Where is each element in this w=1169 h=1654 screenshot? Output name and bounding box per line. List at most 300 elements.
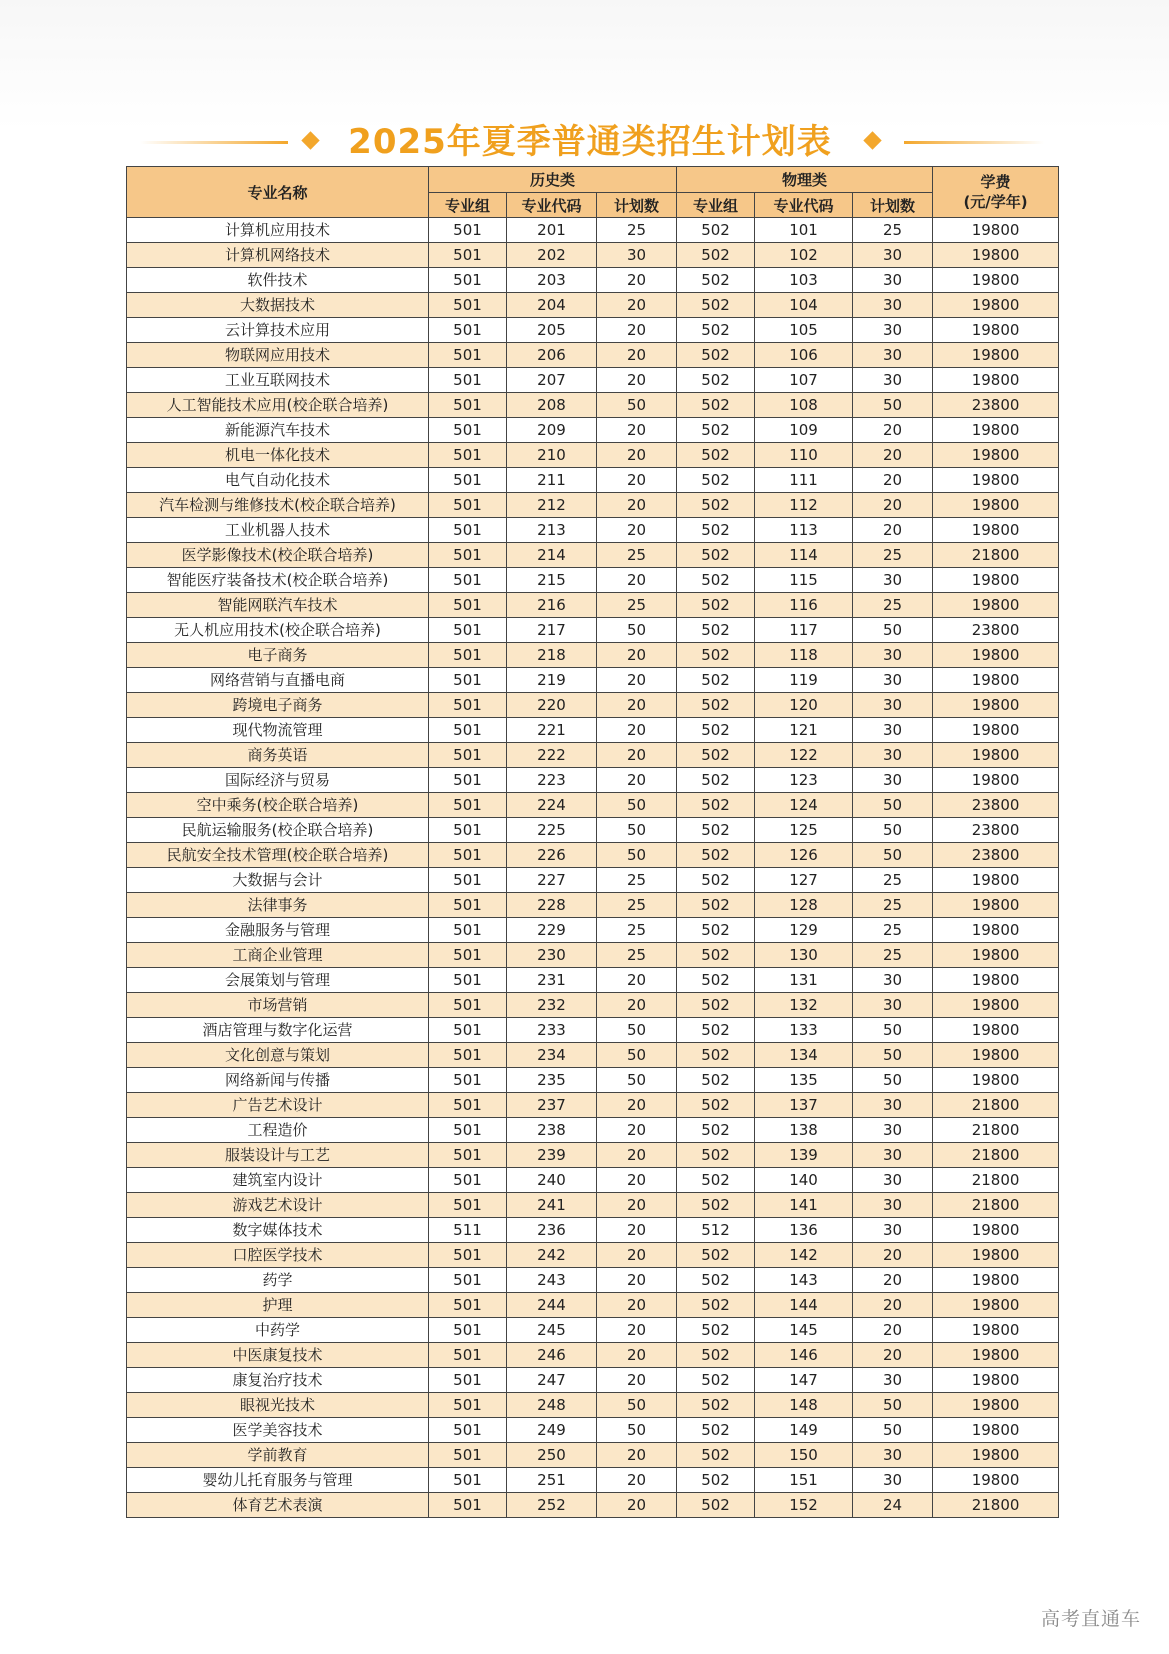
history-plan-cell: 20: [597, 318, 677, 343]
table-row: [127, 443, 1059, 468]
physics-code-cell: 151: [755, 1468, 853, 1493]
major-name-cell: 现代物流管理: [127, 718, 429, 743]
table-row: [127, 618, 1059, 643]
fee-cell: 19800: [933, 443, 1059, 468]
physics-code-cell: 110: [755, 443, 853, 468]
physics-group-cell: 502: [677, 868, 755, 893]
physics-plan-cell: 30: [853, 268, 933, 293]
header-history-group: 专业组: [429, 193, 507, 218]
physics-plan-cell: 30: [853, 318, 933, 343]
table-row: [127, 668, 1059, 693]
history-group-cell: 501: [429, 993, 507, 1018]
history-plan-cell: 25: [597, 943, 677, 968]
table-row: [127, 1268, 1059, 1293]
table-row: [127, 1043, 1059, 1068]
history-group-cell: 501: [429, 393, 507, 418]
history-group-cell: 501: [429, 1493, 507, 1518]
physics-plan-cell: 30: [853, 968, 933, 993]
major-name-cell: 中药学: [127, 1318, 429, 1343]
table-row: [127, 918, 1059, 943]
history-plan-cell: 50: [597, 1043, 677, 1068]
physics-plan-cell: 50: [853, 1043, 933, 1068]
major-name-cell: 空中乘务(校企联合培养): [127, 793, 429, 818]
table-row: [127, 1118, 1059, 1143]
major-name-cell: 民航安全技术管理(校企联合培养): [127, 843, 429, 868]
fee-cell: 19800: [933, 1218, 1059, 1243]
physics-plan-cell: 25: [853, 943, 933, 968]
major-name-cell: 智能网联汽车技术: [127, 593, 429, 618]
history-code-cell: 231: [507, 968, 597, 993]
physics-code-cell: 138: [755, 1118, 853, 1143]
history-plan-cell: 20: [597, 1093, 677, 1118]
major-name-cell: 电气自动化技术: [127, 468, 429, 493]
physics-group-cell: 502: [677, 1343, 755, 1368]
table-row: [127, 343, 1059, 368]
header-history: 历史类: [429, 167, 677, 193]
major-name-cell: 计算机网络技术: [127, 243, 429, 268]
fee-cell: 19800: [933, 643, 1059, 668]
fee-cell: 23800: [933, 618, 1059, 643]
header-history-code: 专业代码: [507, 193, 597, 218]
history-group-cell: 501: [429, 1293, 507, 1318]
physics-code-cell: 141: [755, 1193, 853, 1218]
fee-cell: 19800: [933, 268, 1059, 293]
physics-group-cell: 502: [677, 1368, 755, 1393]
history-code-cell: 227: [507, 868, 597, 893]
major-name-cell: 计算机应用技术: [127, 218, 429, 243]
history-group-cell: 511: [429, 1218, 507, 1243]
physics-group-cell: 502: [677, 793, 755, 818]
fee-cell: 23800: [933, 818, 1059, 843]
history-plan-cell: 20: [597, 643, 677, 668]
header-fee-line1: 学费: [980, 173, 1011, 191]
history-plan-cell: 50: [597, 393, 677, 418]
physics-code-cell: 146: [755, 1343, 853, 1368]
history-plan-cell: 20: [597, 568, 677, 593]
table-row: [127, 1018, 1059, 1043]
physics-plan-cell: 30: [853, 993, 933, 1018]
history-plan-cell: 50: [597, 1018, 677, 1043]
history-code-cell: 241: [507, 1193, 597, 1218]
fee-cell: 19800: [933, 868, 1059, 893]
physics-plan-cell: 30: [853, 1193, 933, 1218]
history-plan-cell: 20: [597, 743, 677, 768]
fee-cell: 19800: [933, 1318, 1059, 1343]
major-name-cell: 人工智能技术应用(校企联合培养): [127, 393, 429, 418]
history-code-cell: 218: [507, 643, 597, 668]
physics-code-cell: 101: [755, 218, 853, 243]
physics-group-cell: 502: [677, 993, 755, 1018]
history-plan-cell: 20: [597, 693, 677, 718]
history-code-cell: 238: [507, 1118, 597, 1143]
physics-plan-cell: 30: [853, 1368, 933, 1393]
fee-cell: 19800: [933, 293, 1059, 318]
physics-group-cell: 502: [677, 1193, 755, 1218]
major-name-cell: 体育艺术表演: [127, 1493, 429, 1518]
physics-code-cell: 139: [755, 1143, 853, 1168]
table-row: [127, 743, 1059, 768]
history-plan-cell: 20: [597, 1143, 677, 1168]
watermark: 高考直通车: [1040, 1608, 1141, 1630]
history-code-cell: 243: [507, 1268, 597, 1293]
history-group-cell: 501: [429, 418, 507, 443]
fee-cell: 23800: [933, 843, 1059, 868]
history-group-cell: 501: [429, 368, 507, 393]
major-name-cell: 婴幼儿托育服务与管理: [127, 1468, 429, 1493]
table-row: [127, 468, 1059, 493]
history-group-cell: 501: [429, 843, 507, 868]
fee-cell: 19800: [933, 768, 1059, 793]
history-plan-cell: 20: [597, 1168, 677, 1193]
fee-cell: 21800: [933, 543, 1059, 568]
history-group-cell: 501: [429, 593, 507, 618]
physics-plan-cell: 30: [853, 718, 933, 743]
history-group-cell: 501: [429, 518, 507, 543]
physics-code-cell: 136: [755, 1218, 853, 1243]
history-plan-cell: 50: [597, 793, 677, 818]
history-group-cell: 501: [429, 343, 507, 368]
fee-cell: 19800: [933, 468, 1059, 493]
history-plan-cell: 20: [597, 268, 677, 293]
major-name-cell: 国际经济与贸易: [127, 768, 429, 793]
physics-group-cell: 502: [677, 218, 755, 243]
history-group-cell: 501: [429, 1243, 507, 1268]
history-group-cell: 501: [429, 1093, 507, 1118]
table-row: [127, 518, 1059, 543]
history-group-cell: 501: [429, 968, 507, 993]
table-row: [127, 1493, 1059, 1518]
table-row: [127, 1193, 1059, 1218]
physics-code-cell: 103: [755, 268, 853, 293]
physics-plan-cell: 30: [853, 343, 933, 368]
fee-cell: 19800: [933, 1243, 1059, 1268]
major-name-cell: 机电一体化技术: [127, 443, 429, 468]
fee-cell: 19800: [933, 693, 1059, 718]
table-row: [127, 243, 1059, 268]
physics-code-cell: 106: [755, 343, 853, 368]
history-code-cell: 215: [507, 568, 597, 593]
major-name-cell: 口腔医学技术: [127, 1243, 429, 1268]
physics-plan-cell: 30: [853, 368, 933, 393]
header-physics-code: 专业代码: [755, 193, 853, 218]
physics-plan-cell: 30: [853, 643, 933, 668]
history-group-cell: 501: [429, 468, 507, 493]
major-name-cell: 文化创意与策划: [127, 1043, 429, 1068]
history-plan-cell: 20: [597, 1493, 677, 1518]
physics-code-cell: 130: [755, 943, 853, 968]
history-plan-cell: 20: [597, 1343, 677, 1368]
table-row: [127, 1318, 1059, 1343]
physics-plan-cell: 30: [853, 1118, 933, 1143]
fee-cell: 19800: [933, 943, 1059, 968]
history-plan-cell: 25: [597, 218, 677, 243]
history-group-cell: 501: [429, 893, 507, 918]
physics-plan-cell: 50: [853, 818, 933, 843]
history-code-cell: 239: [507, 1143, 597, 1168]
history-code-cell: 247: [507, 1368, 597, 1393]
physics-code-cell: 149: [755, 1418, 853, 1443]
history-group-cell: 501: [429, 1418, 507, 1443]
history-code-cell: 235: [507, 1068, 597, 1093]
physics-plan-cell: 30: [853, 768, 933, 793]
table-row: [127, 393, 1059, 418]
fee-cell: 21800: [933, 1168, 1059, 1193]
fee-cell: 23800: [933, 793, 1059, 818]
history-code-cell: 242: [507, 1243, 597, 1268]
history-plan-cell: 20: [597, 343, 677, 368]
history-plan-cell: 20: [597, 1268, 677, 1293]
physics-plan-cell: 25: [853, 893, 933, 918]
physics-plan-cell: 30: [853, 1093, 933, 1118]
physics-code-cell: 152: [755, 1493, 853, 1518]
physics-group-cell: 502: [677, 618, 755, 643]
fee-cell: 19800: [933, 218, 1059, 243]
physics-code-cell: 125: [755, 818, 853, 843]
title-left-line: [140, 141, 288, 144]
history-code-cell: 202: [507, 243, 597, 268]
fee-cell: 19800: [933, 368, 1059, 393]
header-physics-plan: 计划数: [853, 193, 933, 218]
history-group-cell: 501: [429, 543, 507, 568]
history-plan-cell: 20: [597, 1443, 677, 1468]
physics-plan-cell: 20: [853, 493, 933, 518]
physics-code-cell: 144: [755, 1293, 853, 1318]
history-plan-cell: 20: [597, 1218, 677, 1243]
physics-code-cell: 127: [755, 868, 853, 893]
physics-code-cell: 148: [755, 1393, 853, 1418]
major-name-cell: 会展策划与管理: [127, 968, 429, 993]
physics-plan-cell: 50: [853, 393, 933, 418]
history-group-cell: 501: [429, 293, 507, 318]
table-row: [127, 1068, 1059, 1093]
history-group-cell: 501: [429, 693, 507, 718]
physics-code-cell: 126: [755, 843, 853, 868]
physics-plan-cell: 25: [853, 918, 933, 943]
major-name-cell: 金融服务与管理: [127, 918, 429, 943]
physics-group-cell: 502: [677, 643, 755, 668]
history-code-cell: 220: [507, 693, 597, 718]
physics-plan-cell: 30: [853, 1218, 933, 1243]
fee-cell: 19800: [933, 968, 1059, 993]
history-plan-cell: 50: [597, 618, 677, 643]
fee-cell: 19800: [933, 1268, 1059, 1293]
fee-cell: 19800: [933, 568, 1059, 593]
table-row: [127, 1293, 1059, 1318]
table-row: [127, 293, 1059, 318]
fee-cell: 19800: [933, 1418, 1059, 1443]
history-code-cell: 249: [507, 1418, 597, 1443]
history-code-cell: 203: [507, 268, 597, 293]
table-row: [127, 818, 1059, 843]
history-code-cell: 251: [507, 1468, 597, 1493]
physics-group-cell: 502: [677, 768, 755, 793]
physics-group-cell: 502: [677, 568, 755, 593]
physics-plan-cell: 25: [853, 593, 933, 618]
history-group-cell: 501: [429, 1393, 507, 1418]
fee-cell: 21800: [933, 1493, 1059, 1518]
physics-code-cell: 111: [755, 468, 853, 493]
physics-group-cell: 502: [677, 1393, 755, 1418]
physics-plan-cell: 30: [853, 293, 933, 318]
table-row: [127, 943, 1059, 968]
physics-group-cell: 502: [677, 318, 755, 343]
header-fee-line2: (元/学年): [963, 193, 1028, 211]
physics-plan-cell: 30: [853, 1468, 933, 1493]
table-row: [127, 1468, 1059, 1493]
physics-code-cell: 145: [755, 1318, 853, 1343]
history-code-cell: 209: [507, 418, 597, 443]
major-name-cell: 医学影像技术(校企联合培养): [127, 543, 429, 568]
major-name-cell: 广告艺术设计: [127, 1093, 429, 1118]
major-name-cell: 网络新闻与传播: [127, 1068, 429, 1093]
major-name-cell: 智能医疗装备技术(校企联合培养): [127, 568, 429, 593]
physics-plan-cell: 24: [853, 1493, 933, 1518]
history-plan-cell: 20: [597, 1193, 677, 1218]
history-plan-cell: 20: [597, 443, 677, 468]
physics-code-cell: 119: [755, 668, 853, 693]
title-left-diamond-icon: [301, 131, 319, 149]
history-plan-cell: 25: [597, 893, 677, 918]
physics-plan-cell: 30: [853, 693, 933, 718]
physics-group-cell: 502: [677, 343, 755, 368]
physics-plan-cell: 20: [853, 1268, 933, 1293]
physics-plan-cell: 20: [853, 443, 933, 468]
physics-plan-cell: 20: [853, 1318, 933, 1343]
physics-plan-cell: 50: [853, 1068, 933, 1093]
page-title: 2025年夏季普通类招生计划表: [348, 122, 832, 162]
history-plan-cell: 20: [597, 1368, 677, 1393]
major-name-cell: 大数据与会计: [127, 868, 429, 893]
major-name-cell: 跨境电子商务: [127, 693, 429, 718]
physics-code-cell: 147: [755, 1368, 853, 1393]
history-group-cell: 501: [429, 1043, 507, 1068]
history-plan-cell: 50: [597, 1418, 677, 1443]
history-group-cell: 501: [429, 1443, 507, 1468]
table-row: [127, 643, 1059, 668]
physics-group-cell: 502: [677, 268, 755, 293]
history-code-cell: 234: [507, 1043, 597, 1068]
physics-group-cell: 502: [677, 1243, 755, 1268]
table-row: [127, 718, 1059, 743]
table-row: [127, 1343, 1059, 1368]
history-plan-cell: 20: [597, 518, 677, 543]
physics-group-cell: 502: [677, 893, 755, 918]
fee-cell: 21800: [933, 1143, 1059, 1168]
history-code-cell: 208: [507, 393, 597, 418]
fee-cell: 19800: [933, 668, 1059, 693]
history-code-cell: 229: [507, 918, 597, 943]
major-name-cell: 护理: [127, 1293, 429, 1318]
physics-code-cell: 107: [755, 368, 853, 393]
history-plan-cell: 50: [597, 843, 677, 868]
table-row: [127, 843, 1059, 868]
history-group-cell: 501: [429, 1468, 507, 1493]
title-right-line: [904, 141, 1044, 144]
physics-plan-cell: 50: [853, 1393, 933, 1418]
physics-plan-cell: 30: [853, 243, 933, 268]
history-code-cell: 212: [507, 493, 597, 518]
physics-group-cell: 502: [677, 1493, 755, 1518]
major-name-cell: 大数据技术: [127, 293, 429, 318]
history-plan-cell: 20: [597, 368, 677, 393]
physics-plan-cell: 20: [853, 418, 933, 443]
history-plan-cell: 30: [597, 243, 677, 268]
physics-code-cell: 113: [755, 518, 853, 543]
fee-cell: 19800: [933, 1343, 1059, 1368]
major-name-cell: 无人机应用技术(校企联合培养): [127, 618, 429, 643]
physics-code-cell: 137: [755, 1093, 853, 1118]
history-plan-cell: 20: [597, 968, 677, 993]
history-plan-cell: 25: [597, 543, 677, 568]
history-plan-cell: 20: [597, 1118, 677, 1143]
fee-cell: 19800: [933, 243, 1059, 268]
physics-plan-cell: 50: [853, 1418, 933, 1443]
physics-code-cell: 150: [755, 1443, 853, 1468]
physics-plan-cell: 20: [853, 1293, 933, 1318]
physics-code-cell: 122: [755, 743, 853, 768]
physics-group-cell: 502: [677, 968, 755, 993]
major-name-cell: 物联网应用技术: [127, 343, 429, 368]
major-name-cell: 民航运输服务(校企联合培养): [127, 818, 429, 843]
fee-cell: 19800: [933, 1393, 1059, 1418]
history-group-cell: 501: [429, 243, 507, 268]
fee-cell: 19800: [933, 1068, 1059, 1093]
history-plan-cell: 20: [597, 1293, 677, 1318]
physics-code-cell: 104: [755, 293, 853, 318]
physics-group-cell: 502: [677, 418, 755, 443]
table-row: [127, 568, 1059, 593]
fee-cell: 19800: [933, 1468, 1059, 1493]
history-code-cell: 240: [507, 1168, 597, 1193]
history-group-cell: 501: [429, 618, 507, 643]
history-code-cell: 244: [507, 1293, 597, 1318]
history-plan-cell: 20: [597, 493, 677, 518]
physics-code-cell: 124: [755, 793, 853, 818]
fee-cell: 21800: [933, 1193, 1059, 1218]
physics-code-cell: 140: [755, 1168, 853, 1193]
history-group-cell: 501: [429, 1068, 507, 1093]
physics-code-cell: 114: [755, 543, 853, 568]
fee-cell: 19800: [933, 593, 1059, 618]
major-name-cell: 工业互联网技术: [127, 368, 429, 393]
physics-group-cell: 512: [677, 1218, 755, 1243]
history-code-cell: 230: [507, 943, 597, 968]
table-row: [127, 318, 1059, 343]
physics-group-cell: 502: [677, 1143, 755, 1168]
fee-cell: 21800: [933, 1118, 1059, 1143]
major-name-cell: 工程造价: [127, 1118, 429, 1143]
major-name-cell: 游戏艺术设计: [127, 1193, 429, 1218]
history-code-cell: 236: [507, 1218, 597, 1243]
physics-plan-cell: 30: [853, 568, 933, 593]
history-plan-cell: 50: [597, 1393, 677, 1418]
fee-cell: 21800: [933, 1093, 1059, 1118]
history-plan-cell: 20: [597, 293, 677, 318]
table-row: [127, 593, 1059, 618]
history-code-cell: 252: [507, 1493, 597, 1518]
physics-plan-cell: 50: [853, 793, 933, 818]
history-code-cell: 205: [507, 318, 597, 343]
table-row: [127, 1168, 1059, 1193]
physics-group-cell: 502: [677, 468, 755, 493]
history-code-cell: 232: [507, 993, 597, 1018]
table-row: [127, 1443, 1059, 1468]
major-name-cell: 眼视光技术: [127, 1393, 429, 1418]
physics-group-cell: 502: [677, 1093, 755, 1118]
history-group-cell: 501: [429, 643, 507, 668]
physics-code-cell: 120: [755, 693, 853, 718]
table-row: [127, 418, 1059, 443]
